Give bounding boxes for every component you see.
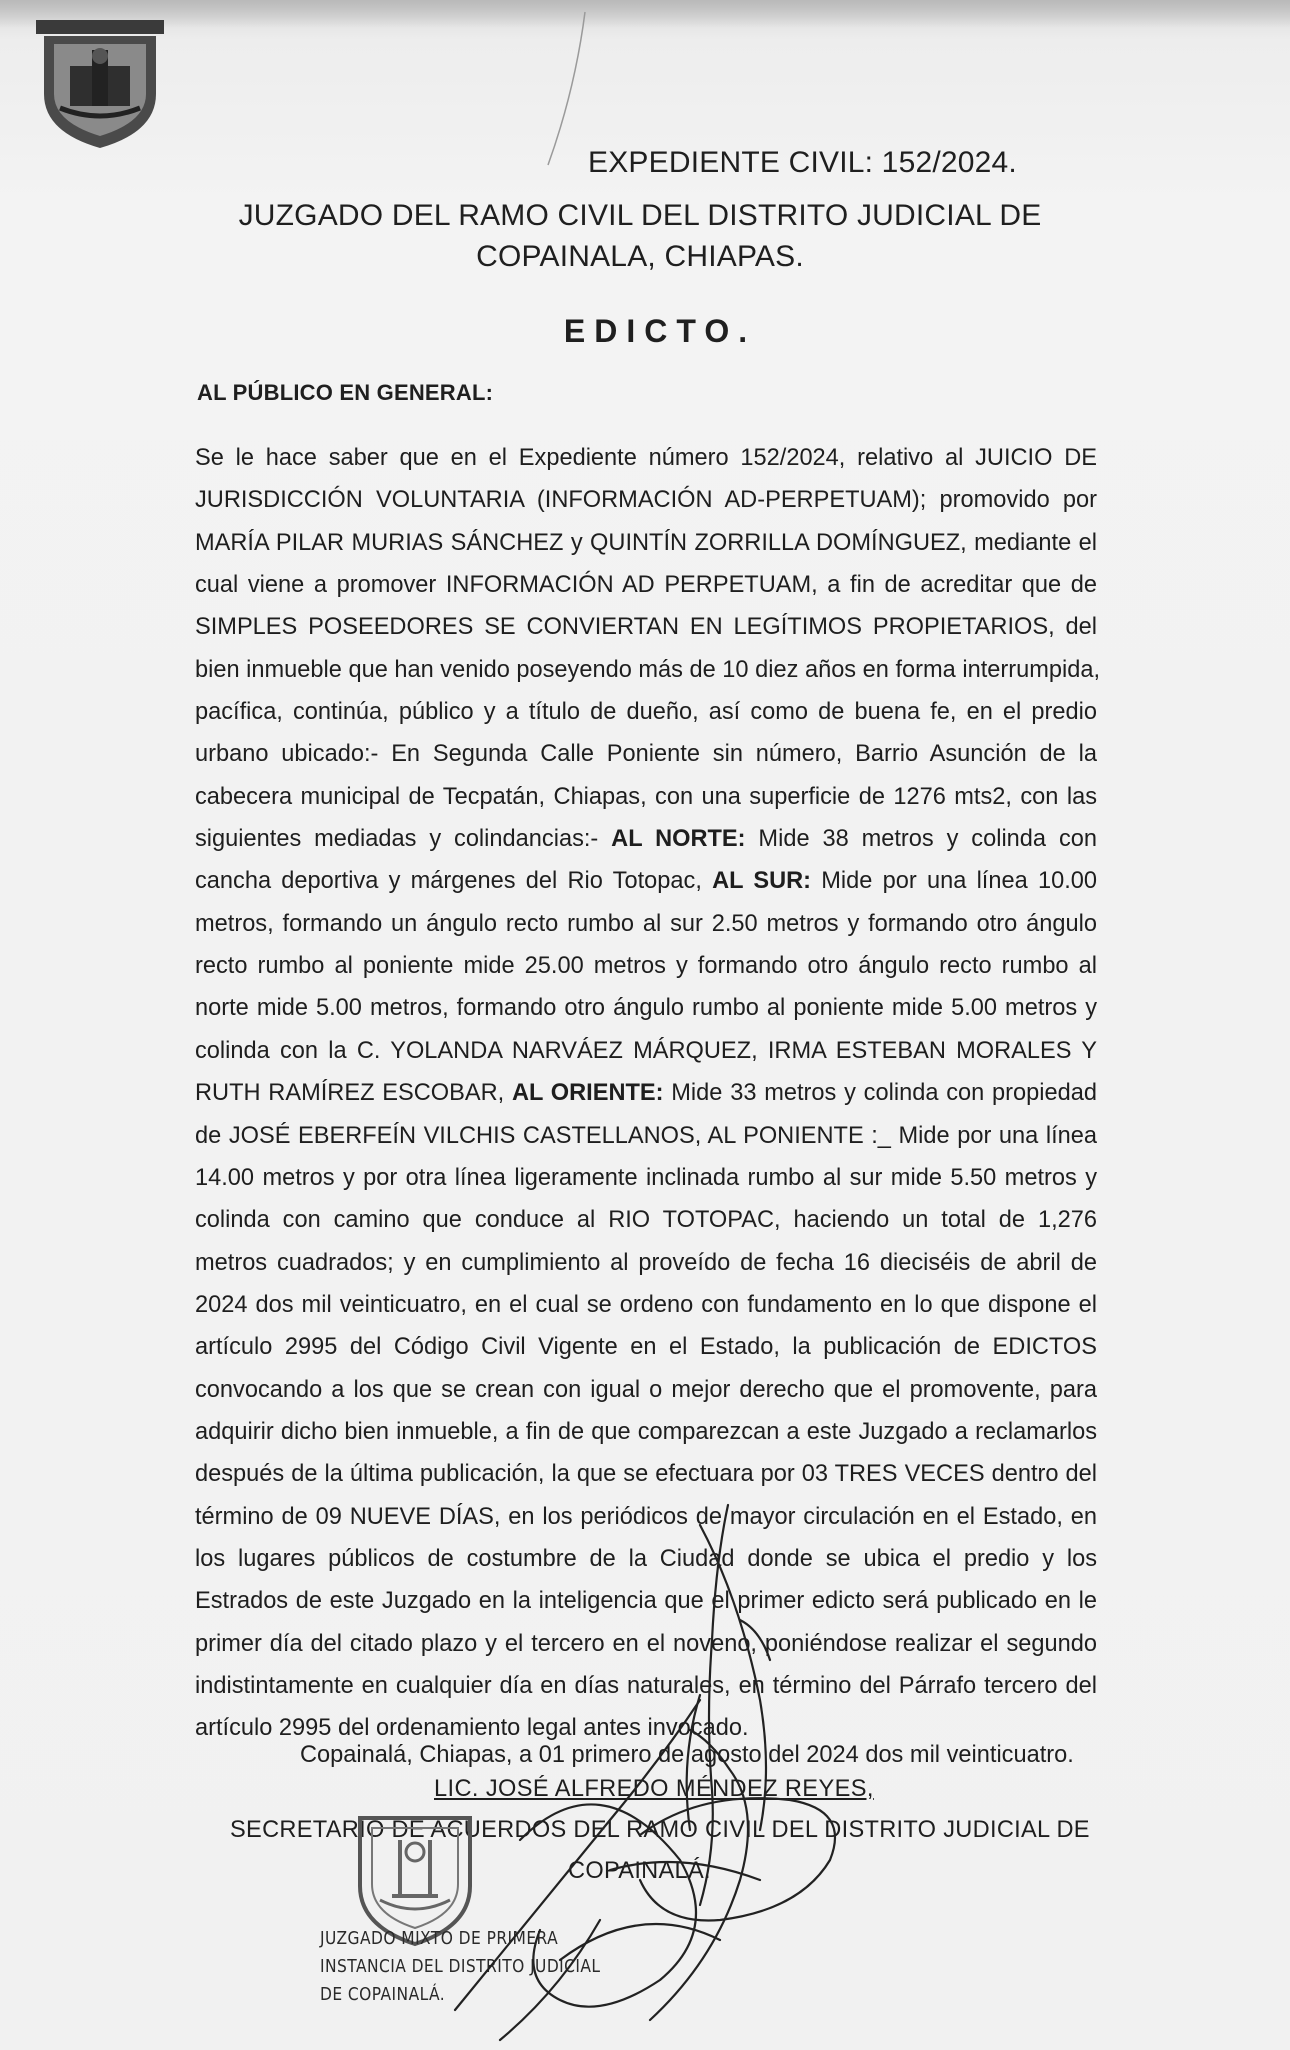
body-line: norte mide 5.00 metros, formando otro ángulo rumbo al poniente mide 5.00 metros y xyxy=(195,995,1097,1022)
body-text-segment: cancha deportiva y márgenes del Rio Totopac, xyxy=(195,868,713,895)
body-line: convocando a los que se crean con igual o mejor derecho que el promovente, para xyxy=(195,1376,1097,1403)
signer-name xyxy=(434,1776,874,1803)
salutation: AL PÚBLICO EN GENERAL: xyxy=(197,380,494,405)
body-line: colinda con la C. YOLANDA NARVÁEZ MÁRQUEZ, IRMA ESTEBAN MORALES Y xyxy=(195,1037,1097,1064)
document-title: EDICTO. xyxy=(563,313,757,349)
body-line: cabecera municipal de Tecpatán, Chiapas, con una superficie de 1276 mts2, con las xyxy=(195,783,1097,810)
place-and-date: Copainalá, Chiapas, a 01 primero de agosto del 2024 dos mil veinticuatro. xyxy=(300,1742,1074,1768)
body-line: 14.00 metros y por otra línea ligeramente inclinada rumbo al sur mide 5.50 metros y xyxy=(195,1164,1097,1191)
body-text-segment: Mide 33 metros y colinda con propiedad xyxy=(663,1080,1097,1107)
body-line: metros cuadrados; y en cumplimiento al proveído de fecha 16 dieciséis de abril de xyxy=(195,1249,1097,1276)
signer-title-line2: COPAINALÁ. xyxy=(568,1858,711,1884)
body-line: término de 09 NUEVE DÍAS, en los periódicos de mayor circulación en el Estado, en xyxy=(195,1503,1097,1530)
edict-body xyxy=(195,437,1101,1750)
judicial-seal-icon xyxy=(30,14,170,154)
body-line: pacífica, continúa, público y a título de dueño, así como de buena fe, en el predio xyxy=(195,699,1097,726)
body-text-segment: Mide 38 metros y colinda con xyxy=(745,826,1097,853)
signer-name-text: LIC. JOSÉ ALFREDO MÉNDEZ REYES, xyxy=(434,1776,874,1802)
body-line: indistintamente en cualquier día en días naturales, en término del Párrafo tercero del xyxy=(195,1672,1097,1699)
body-text-segment: Mide por una línea 10.00 xyxy=(811,868,1097,895)
body-line: 2024 dos mil veinticuatro, en el cual se ordeno con fundamento en lo que dispone el xyxy=(195,1291,1097,1318)
body-line: cual viene a promover INFORMACIÓN AD PERPETUAM, a fin de acreditar que de xyxy=(195,572,1097,599)
body-line: bien inmueble que han venido poseyendo más de 10 diez años en forma interrumpida, xyxy=(195,656,1101,683)
boundary-north-label: AL NORTE: xyxy=(611,826,746,853)
body-line: adquirir dicho bien inmueble, a fin de que comparezcan a este Juzgado a reclamarlos xyxy=(195,1418,1097,1445)
body-line: artículo 2995 del Código Civil Vigente en el Estado, la publicación de EDICTOS xyxy=(195,1334,1097,1361)
body-line: JURISDICCIÓN VOLUNTARIA (INFORMACIÓN AD-PERPETUAM); promovido por xyxy=(195,487,1097,514)
body-line: Se le hace saber que en el Expediente número 152/2024, relativo al JUICIO DE xyxy=(195,445,1097,471)
body-line: los lugares públicos de costumbre de la Ciudad donde se ubica el predio y los xyxy=(195,1545,1097,1572)
stamp-line: INSTANCIA DEL DISTRITO JUDICIAL xyxy=(320,1956,601,1977)
body-line: artículo 2995 del ordenamiento legal antes invocado. xyxy=(195,1715,749,1742)
court-stamp-caption xyxy=(320,1925,601,2009)
signer-title-line1: SECRETARIO DE ACUERDOS DEL RAMO CIVIL DEL DISTRITO JUDICIAL DE xyxy=(230,1817,1090,1843)
body-text-segment: RUTH RAMÍREZ ESCOBAR, xyxy=(195,1080,512,1107)
body-line xyxy=(195,818,1097,860)
court-heading-line1: JUZGADO DEL RAMO CIVIL DEL DISTRITO JUDICIAL DE xyxy=(238,199,1042,232)
stamp-line: JUZGADO MIXTO DE PRIMERA xyxy=(320,1928,559,1949)
body-line: metros, formando un ángulo recto rumbo al sur 2.50 metros y formando otro ángulo xyxy=(195,910,1097,937)
body-line: colinda con camino que conduce al RIO TOTOPAC, haciendo un total de 1,276 xyxy=(195,1207,1097,1234)
body-text-segment: siguientes mediadas y colindancias:- xyxy=(195,826,612,853)
body-line xyxy=(195,860,1097,902)
body-line: SIMPLES POSEEDORES SE CONVIERTAN EN LEGÍTIMOS PROPIETARIOS, del xyxy=(195,614,1097,641)
body-line: de JOSÉ EBERFEÍN VILCHIS CASTELLANOS, AL PONIENTE :_ Mide por una línea xyxy=(195,1122,1097,1149)
body-line: primer día del citado plazo y el tercero en el noveno, poniéndose realizar el segundo xyxy=(195,1630,1097,1657)
stamp-line: DE COPAINALÁ. xyxy=(320,1984,446,2005)
boundary-south-label: AL SUR: xyxy=(712,868,812,895)
court-heading-line2: COPAINALA, CHIAPAS. xyxy=(476,240,804,273)
scan-shadow xyxy=(0,0,1290,28)
body-line: Estrados de este Juzgado en la inteligencia que el primer edicto será publicado en le xyxy=(195,1588,1097,1615)
body-line xyxy=(195,1072,1097,1114)
body-line: MARÍA PILAR MURIAS SÁNCHEZ y QUINTÍN ZORRILLA DOMÍNGUEZ, mediante el xyxy=(195,529,1097,556)
body-line: recto rumbo al poniente mide 25.00 metros y formando otro ángulo recto rumbo al xyxy=(195,953,1097,980)
boundary-east-label: AL ORIENTE: xyxy=(511,1080,664,1107)
case-number-heading: EXPEDIENTE CIVIL: 152/2024. xyxy=(588,146,1017,179)
body-line: urbano ubicado:- En Segunda Calle Poniente sin número, Barrio Asunción de la xyxy=(195,741,1097,768)
body-line: después de la última publicación, la que se efectuara por 03 TRES VECES dentro del xyxy=(195,1461,1097,1488)
